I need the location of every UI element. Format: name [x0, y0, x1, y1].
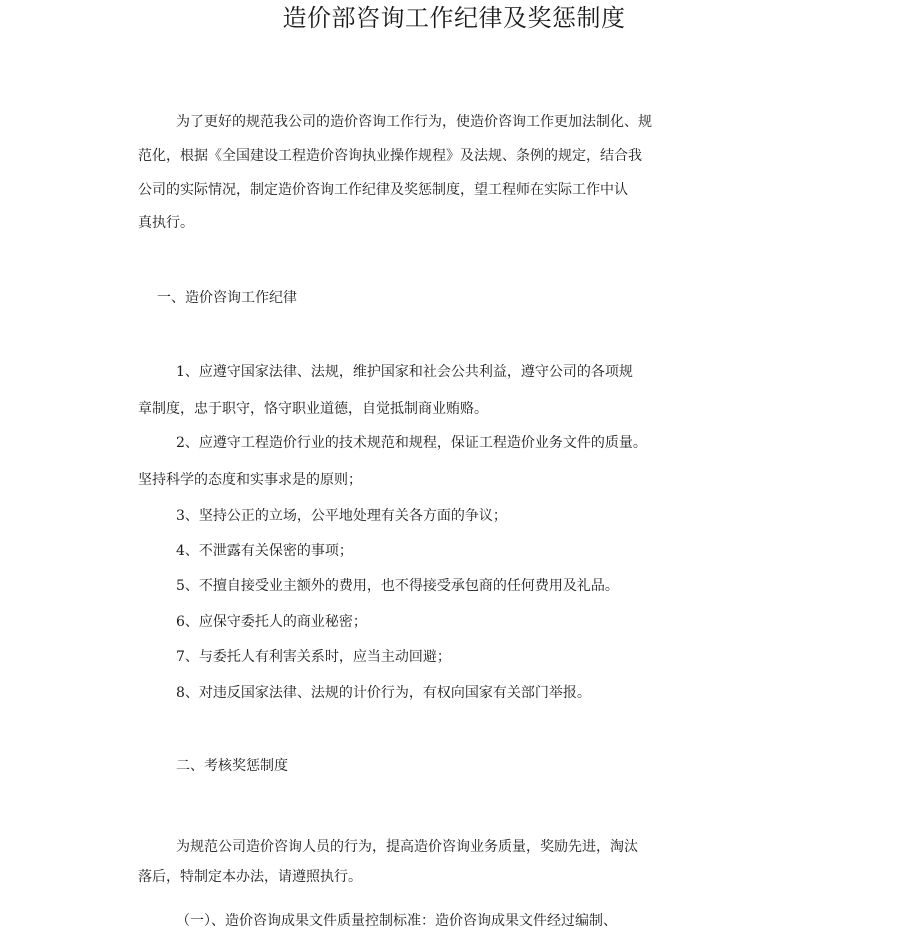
section-2-intro-line-1: 为规范公司造价咨询人员的行为，提高造价咨询业务质量，奖励先进，淘汰 — [176, 839, 638, 855]
rule-item-6: 6、应保守委托人的商业秘密； — [176, 614, 367, 630]
rule-item-1b: 章制度，忠于职守，恪守职业道德，自觉抵制商业贿赂。 — [138, 401, 488, 417]
section-2-subitem-1: （一）、造价咨询成果文件质量控制标准：造价咨询成果文件经过编制、 — [176, 913, 617, 929]
rule-item-3: 3、坚持公正的立场，公平地处理有关各方面的争议； — [176, 508, 507, 524]
document-title: 造价部咨询工作纪律及奖惩制度 — [282, 4, 626, 32]
rule-item-7: 7、与委托人有利害关系时，应当主动回避； — [176, 649, 451, 665]
rule-item-2b: 坚持科学的态度和实事求是的原则； — [138, 472, 362, 488]
intro-line-1: 为了更好的规范我公司的造价咨询工作行为，使造价咨询工作更加法制化、规 — [176, 114, 652, 130]
rule-item-8: 8、对违反国家法律、法规的计价行为，有权向国家有关部门举报。 — [176, 685, 591, 701]
rule-item-5: 5、不擅自接受业主额外的费用，也不得接受承包商的任何费用及礼品。 — [176, 578, 619, 594]
rule-item-4: 4、不泄露有关保密的事项； — [176, 543, 353, 559]
intro-line-4: 真执行。 — [138, 215, 194, 231]
intro-line-2: 范化，根据《全国建设工程造价咨询执业操作规程》及法规、条例的规定，结合我 — [138, 148, 642, 164]
rule-item-1a: 1、应遵守国家法律、法规，维护国家和社会公共利益，遵守公司的各项规 — [176, 364, 633, 380]
section-2-intro-line-2: 落后，特制定本办法，请遵照执行。 — [138, 869, 362, 885]
rule-item-2a: 2、应遵守工程造价行业的技术规范和规程，保证工程造价业务文件的质量。 — [176, 435, 647, 451]
section-1-heading: 一、造价咨询工作纪律 — [157, 290, 297, 306]
section-2-heading: 二、考核奖惩制度 — [176, 758, 288, 774]
intro-line-3: 公司的实际情况，制定造价咨询工作纪律及奖惩制度，望工程师在实际工作中认 — [138, 182, 628, 198]
